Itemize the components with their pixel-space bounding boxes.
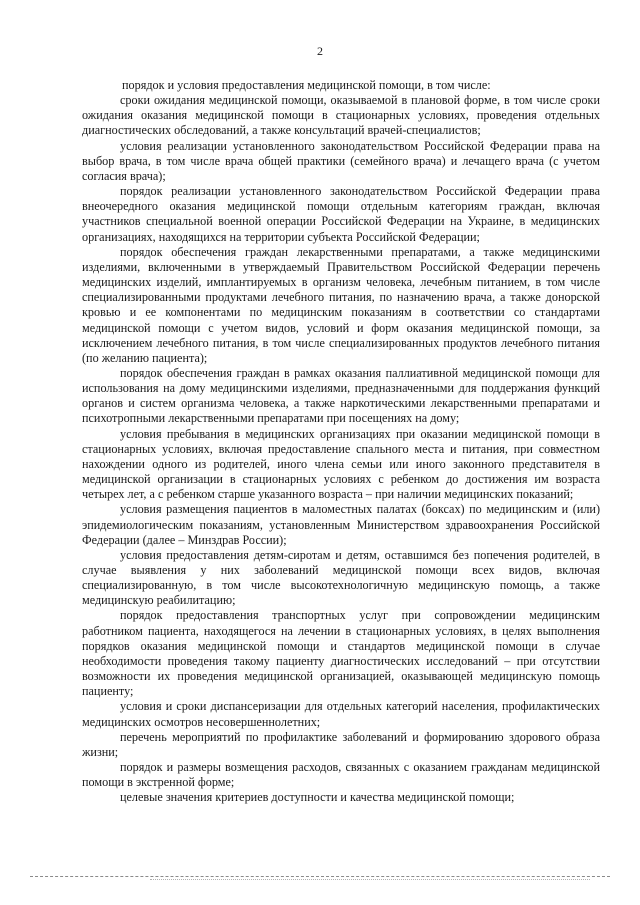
paragraph: условия пребывания в медицинских организациях при оказании медицинской помощи в стационарных условиях, включая предоставление спального места и питания, при совместном нахождении одного из родителей, иного члена семьи или иного законного представителя в медицинской организации в стационарных условиях с ребенком до достижения им возраста четырех лет, а с ребенком старше указанного возраста – при наличии медицинских показаний;	[82, 426, 600, 502]
paragraph: условия реализации установленного законодательством Российской Федерации права на выбор врача, в том числе врача общей практики (семейного врача) и лечащего врача (с учетом согласия врача);	[82, 138, 600, 183]
paragraph: порядок обеспечения граждан лекарственными препаратами, а также медицинскими изделиями, включенными в утверждаемый Правительством Российской Федерации перечень медицинских изделий, имплантируемых в организм человека, лечебным питанием, в том числе специализированными продуктами лечебного питания, по назначению врача, а также донорской кровью и ее компонентами по медицинским показаниям в соответствии со стандартами медицинской помощи с учетом видов, условий и форм оказания медицинской помощи, за исключением лечебного питания, в том числе специализированных продуктов лечебного питания (по желанию пациента);	[82, 244, 600, 365]
scan-edge-line	[30, 876, 610, 877]
paragraph: порядок и размеры возмещения расходов, связанных с оказанием гражданам медицинской помощи в экстренной форме;	[82, 760, 600, 790]
paragraph: порядок обеспечения граждан в рамках оказания паллиативной медицинской помощи для использования на дому медицинскими изделиями, предназначенными для поддержания функций органов и систем организма человека, а также наркотическими лекарственными препаратами и психотропными лекарственными препаратами при посещениях на дому;	[82, 365, 600, 426]
paragraph: порядок и условия предоставления медицинской помощи, в том числе:	[122, 78, 491, 92]
document-body	[82, 78, 600, 806]
paragraph: условия предоставления детям-сиротам и детям, оставшимся без попечения родителей, в случае выявления у них заболеваний медицинской помощи всех видов, включая специализированную, в том числе высокотехнологичную медицинскую помощь, а также медицинскую реабилитацию;	[82, 547, 600, 608]
scan-edge-line	[150, 879, 590, 880]
paragraph: целевые значения критериев доступности и качества медицинской помощи;	[120, 790, 515, 805]
paragraph: условия и сроки диспансеризации для отдельных категорий населения, профилактических медицинских осмотров несовершеннолетних;	[82, 699, 600, 729]
page-number: 2	[317, 44, 323, 58]
paragraph: перечень мероприятий по профилактике заболеваний и формированию здорового образа жизни;	[82, 729, 600, 759]
paragraph: порядок предоставления транспортных услуг при сопровождении медицинским работником пациента, находящегося на лечении в стационарных условиях, в целях выполнения порядков оказания медицинской помощи и стандартов медицинской помощи в случае необходимости проведения такому пациенту диагностических исследований – при отсутствии возможности их проведения медицинской организацией, оказывающей медицинскую помощь пациенту;	[82, 608, 600, 699]
paragraph: сроки ожидания медицинской помощи, оказываемой в плановой форме, в том числе сроки ожидания оказания медицинской помощи в стационарных условиях, проведения отдельных диагностических обследований, а также консультаций врачей-специалистов;	[82, 93, 600, 138]
paragraph: порядок реализации установленного законодательством Российской Федерации права внеочередного оказания медицинской помощи отдельным категориям граждан, включая участников специальной военной операции Российской Федерации на Украине, в медицинских организациях, находящихся на территории субъекта Российской Федерации;	[82, 184, 600, 244]
paragraph: условия размещения пациентов в маломестных палатах (боксах) по медицинским и (или) эпидемиологическим показаниям, установленным Министерством здравоохранения Российской Федерации (далее – Минздрав России);	[82, 502, 600, 547]
